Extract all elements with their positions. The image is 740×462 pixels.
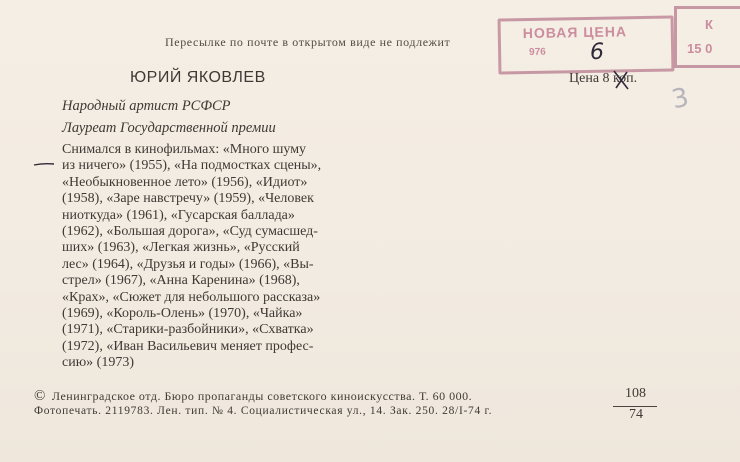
- filmography-line: Снимался в кинофильмах: «Много шуму: [62, 142, 307, 157]
- code-denominator: 74: [629, 407, 643, 422]
- price-unit: коп.: [613, 71, 638, 86]
- actor-title-2: Лауреат Государственной премии: [62, 120, 276, 136]
- filmography-line: сию» (1973): [62, 355, 134, 371]
- filmography-line: «Необыкновенное лето» (1956), «Идиот»: [62, 174, 308, 190]
- corner-stamp-number: 15 0: [687, 41, 713, 56]
- actor-name: ЮРИЙ ЯКОВЛЕВ: [130, 69, 266, 86]
- filmography-line: лес» (1964), «Друзья и годы» (1966), «Вы-: [62, 256, 314, 272]
- filmography-line: (1969), «Король-Олень» (1970), «Чайка»: [62, 306, 303, 322]
- new-price-stamp: [498, 15, 675, 74]
- filmography-line: (1971), «Старики-разбойники», «Схватка»: [62, 322, 314, 338]
- filmography-line: (1958), «Заре навстречу» (1959), «Человек: [62, 191, 314, 207]
- price-strike-mark: [612, 69, 630, 91]
- filmography-line: ших» (1963), «Легкая жизнь», «Русский: [62, 240, 300, 256]
- mailing-notice: Пересылке по почте в открытом виде не подлежит: [165, 35, 451, 49]
- stamp-new-price-label: НОВАЯ ЦЕНА: [522, 23, 628, 42]
- filmography: [62, 142, 372, 372]
- copyright-icon: ©: [34, 388, 46, 404]
- price-label: Цена: [569, 71, 600, 86]
- handwritten-new-price: 6: [590, 40, 604, 65]
- code-numerator: 108: [625, 386, 646, 401]
- actor-title-1: Народный артист РСФСР: [62, 98, 231, 114]
- filmography-line: (1972), «Иван Васильевич меняет профес-: [62, 338, 314, 354]
- price-value: 8: [602, 71, 610, 86]
- pencil-mark: 3: [669, 82, 692, 116]
- publisher-text: Ленинградское отд. Бюро пропаганды советского киноискусства. Т. 60 000.: [51, 389, 473, 403]
- corner-stamp-letter: К: [705, 17, 713, 32]
- filmography-line: из ничего» (1955), «На подмостках сцены»,: [62, 158, 322, 174]
- filmography-line: стрел» (1967), «Анна Каренина» (1968),: [62, 273, 300, 289]
- publisher-line: [34, 388, 472, 405]
- filmography-line: ниоткуда» (1961), «Гусарская баллада»: [62, 207, 295, 223]
- stamp-year: 976: [529, 46, 546, 58]
- print-info: Фотопечать. 2119783. Лен. тип. № 4. Социалистическая ул., 14. Зак. 250. 28/I-74 г.: [34, 405, 493, 417]
- pen-dash-mark: [33, 161, 55, 167]
- corner-stamp: [674, 6, 740, 68]
- filmography-line: «Крах», «Сюжет для небольшого рассказа»: [62, 289, 321, 305]
- filmography-line: (1962), «Большая дорога», «Суд сумасшед-: [62, 224, 318, 240]
